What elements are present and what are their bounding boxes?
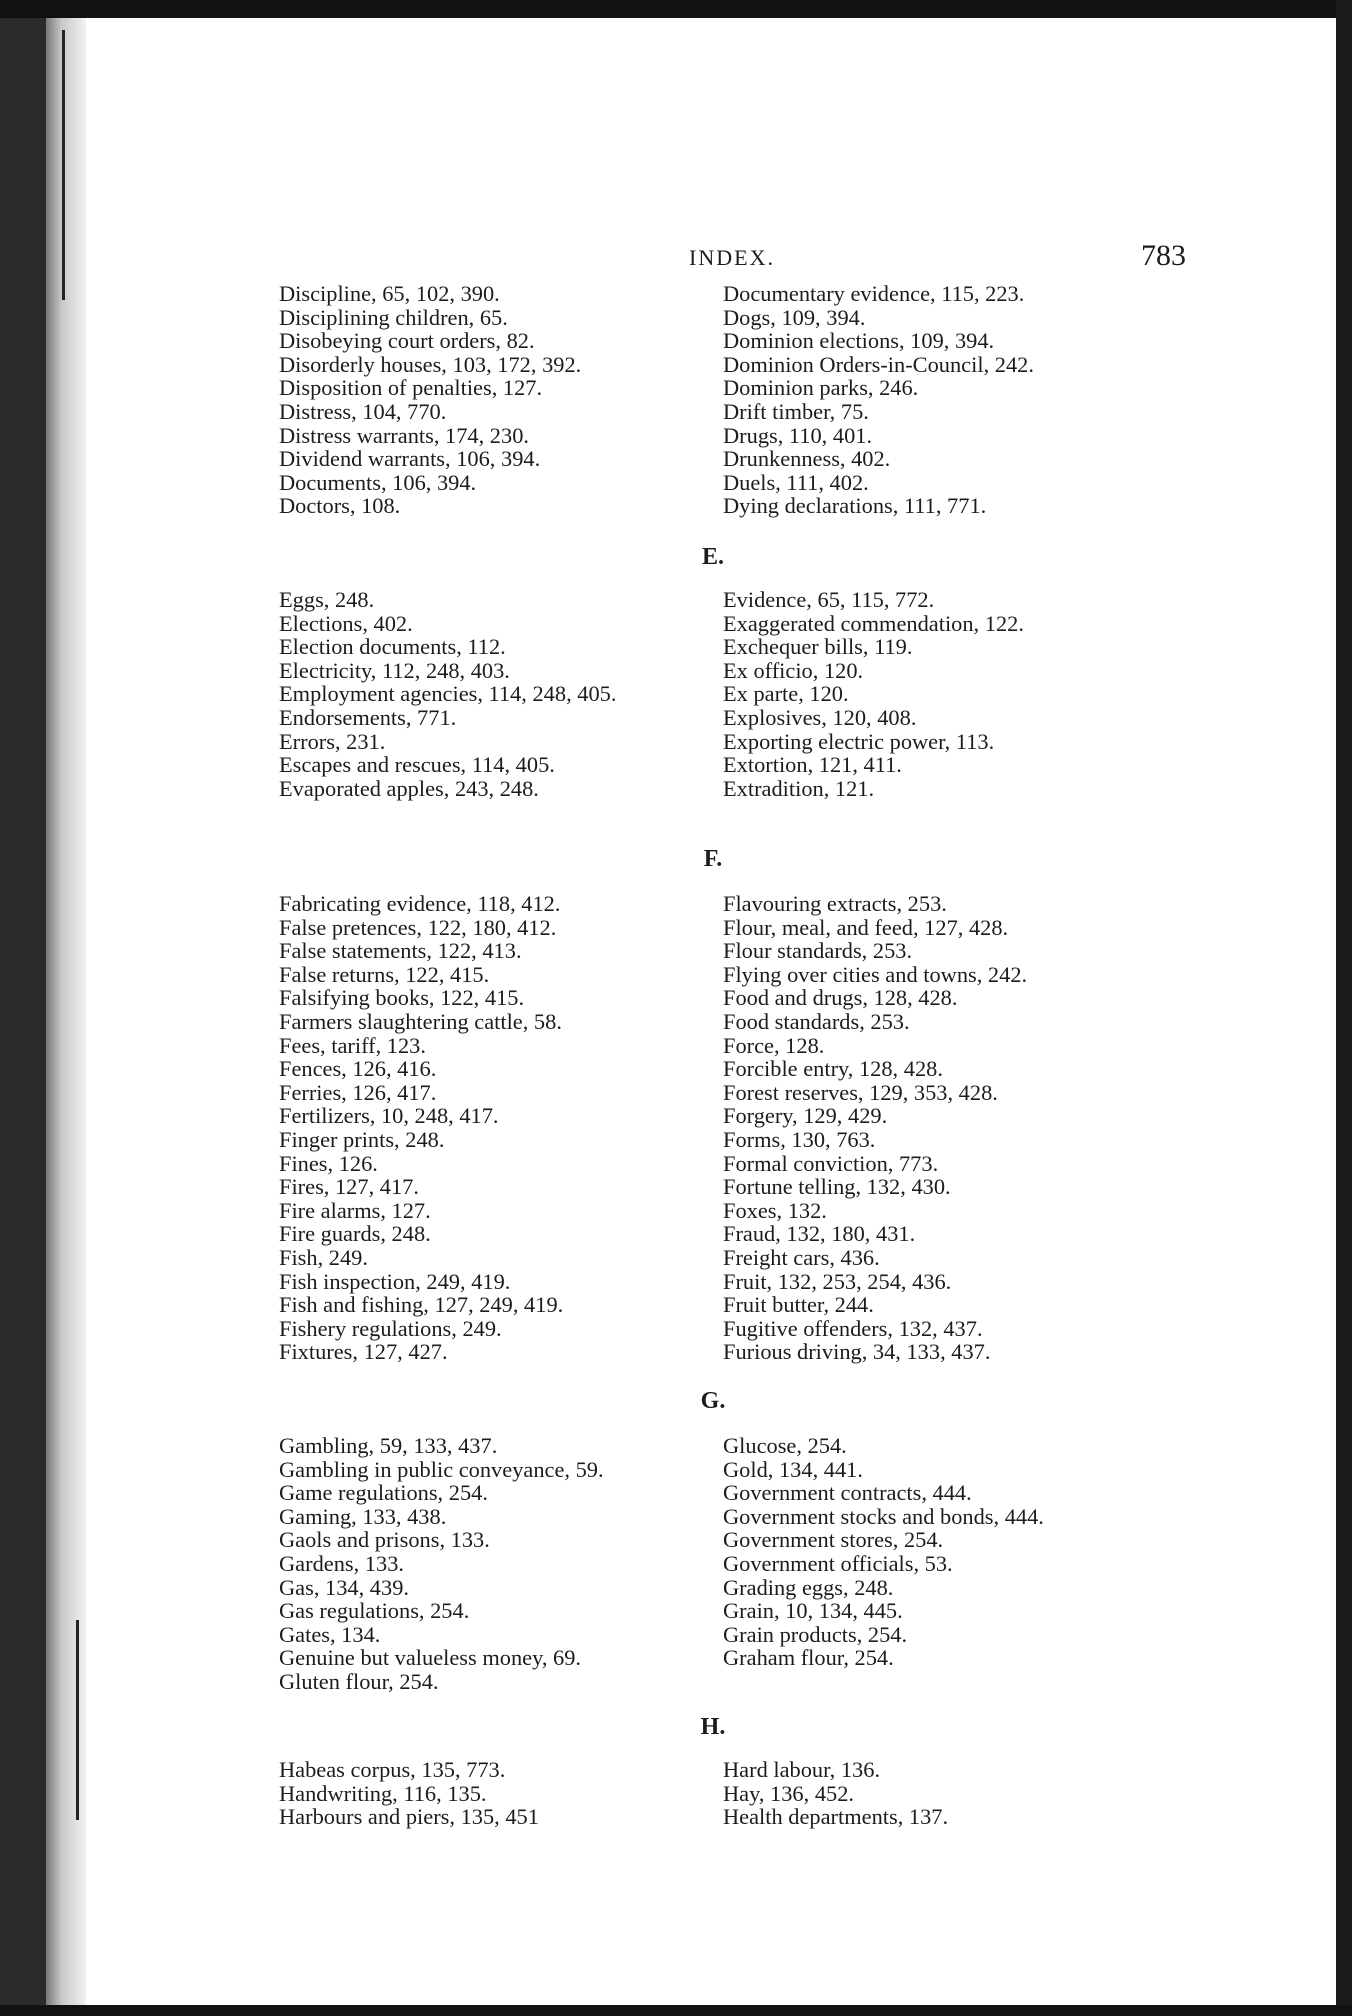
index-entry: Doctors, 108. — [279, 493, 401, 519]
index-entry: Fruit butter, 244. — [723, 1292, 874, 1318]
index-entry: Fences, 126, 416. — [279, 1056, 437, 1082]
index-entry: Harbours and piers, 135, 451 — [279, 1804, 539, 1830]
index-entry: Finger prints, 248. — [279, 1126, 445, 1152]
index-entry: Fugitive offenders, 132, 437. — [723, 1315, 983, 1341]
index-entry: Handwriting, 116, 135. — [279, 1780, 487, 1806]
index-entry: Government officials, 53. — [723, 1550, 953, 1576]
index-entry: Gates, 134. — [279, 1621, 381, 1647]
index-entry: Dogs, 109, 394. — [723, 304, 866, 330]
index-column-right — [723, 892, 1243, 1364]
index-entry: Fish, 249. — [279, 1244, 368, 1270]
index-entry: Drugs, 110, 401. — [723, 422, 873, 448]
scan-border-left — [0, 18, 46, 2005]
index-entry: Grain, 10, 134, 445. — [723, 1598, 903, 1624]
index-entry: Hard labour, 136. — [723, 1757, 881, 1782]
index-entry: Gaming, 133, 438. — [279, 1503, 447, 1529]
index-entry: Evidence, 65, 115, 772. — [723, 587, 935, 612]
index-column-left — [279, 282, 769, 518]
index-entry: Duels, 111, 402. — [723, 469, 869, 495]
index-entry: Fraud, 132, 180, 431. — [723, 1221, 916, 1247]
page-edge-shadow — [46, 18, 86, 2005]
index-entry: Dying declarations, 111, 771. — [723, 493, 987, 519]
index-entry: Fishery regulations, 249. — [279, 1315, 502, 1341]
index-entry: Falsifying books, 122, 415. — [279, 985, 525, 1011]
index-entry: Freight cars, 436. — [723, 1244, 880, 1270]
index-entry: Documents, 106, 394. — [279, 469, 477, 495]
index-entry: Grain products, 254. — [723, 1621, 908, 1647]
binding-edge-mark — [62, 30, 65, 300]
index-entry: Fires, 127, 417. — [279, 1174, 419, 1200]
index-entry: Gas, 134, 439. — [279, 1574, 409, 1600]
page-number: 783 — [1141, 239, 1186, 272]
index-entry: Ex officio, 120. — [723, 657, 864, 683]
index-entry: Gold, 134, 441. — [723, 1456, 863, 1482]
index-entry: Food and drugs, 128, 428. — [723, 985, 958, 1011]
index-entry: Exaggerated commendation, 122. — [723, 610, 1024, 636]
index-entry: Fixtures, 127, 427. — [279, 1339, 448, 1365]
index-entry: Dominion elections, 109, 394. — [723, 328, 995, 354]
index-entry: Dominion Orders-in-Council, 242. — [723, 351, 1034, 377]
scan-border-right — [1336, 0, 1352, 2016]
index-entry: Game regulations, 254. — [279, 1480, 488, 1506]
index-entry: Ex parte, 120. — [723, 681, 849, 707]
index-entry: Extortion, 121, 411. — [723, 752, 902, 778]
index-column-right — [723, 1758, 1243, 1829]
index-entry: Eggs, 248. — [279, 587, 375, 612]
index-entry: Furious driving, 34, 133, 437. — [723, 1339, 991, 1365]
index-column-right — [723, 1434, 1243, 1670]
index-entry: Disciplining children, 65. — [279, 304, 508, 330]
index-entry: Government stores, 254. — [723, 1527, 944, 1553]
index-entry: Explosives, 120, 408. — [723, 704, 917, 730]
index-entry: Employment agencies, 114, 248, 405. — [279, 681, 617, 707]
index-entry: Dividend warrants, 106, 394. — [279, 446, 541, 472]
index-entry: Flavouring extracts, 253. — [723, 891, 947, 916]
index-entry: Flour, meal, and feed, 127, 428. — [723, 914, 1009, 940]
binding-edge-mark — [76, 1620, 79, 1820]
index-entry: Exchequer bills, 119. — [723, 634, 913, 660]
index-entry: Escapes and rescues, 114, 405. — [279, 752, 555, 778]
index-column-left — [279, 1758, 769, 1829]
index-entry: Grading eggs, 248. — [723, 1574, 894, 1600]
index-entry: Fines, 126. — [279, 1150, 378, 1176]
index-entry: Fish and fishing, 127, 249, 419. — [279, 1292, 564, 1318]
index-entry: Food standards, 253. — [723, 1008, 910, 1034]
index-entry: False pretences, 122, 180, 412. — [279, 914, 557, 940]
index-entry: Discipline, 65, 102, 390. — [279, 281, 500, 306]
index-column-left — [279, 1434, 769, 1694]
index-entry: Exporting electric power, 113. — [723, 728, 995, 754]
index-entry: Graham flour, 254. — [723, 1645, 894, 1671]
index-entry: Farmers slaughtering cattle, 58. — [279, 1008, 562, 1034]
index-entry: Foxes, 132. — [723, 1197, 827, 1223]
index-entry: Habeas corpus, 135, 773. — [279, 1757, 506, 1782]
index-entry: Fees, tariff, 123. — [279, 1032, 426, 1058]
index-entry: Forgery, 129, 429. — [723, 1103, 888, 1129]
index-entry: Disorderly houses, 103, 172, 392. — [279, 351, 582, 377]
index-entry: Endorsements, 771. — [279, 704, 457, 730]
index-entry: Formal conviction, 773. — [723, 1150, 939, 1176]
index-entry: Documentary evidence, 115, 223. — [723, 281, 1025, 306]
index-entry: Election documents, 112. — [279, 634, 506, 660]
page-header — [86, 239, 1336, 279]
index-entry: Force, 128. — [723, 1032, 825, 1058]
index-entry: Distress, 104, 770. — [279, 398, 447, 424]
index-entry: Fertilizers, 10, 248, 417. — [279, 1103, 499, 1129]
index-page — [86, 18, 1336, 2005]
index-entry: Fabricating evidence, 118, 412. — [279, 891, 561, 916]
index-entry: Gluten flour, 254. — [279, 1668, 439, 1694]
index-entry: Fish inspection, 249, 419. — [279, 1268, 511, 1294]
index-entry: Flour standards, 253. — [723, 938, 913, 964]
index-entry: Elections, 402. — [279, 610, 413, 636]
index-entry: Gaols and prisons, 133. — [279, 1527, 490, 1553]
index-entry: Fire guards, 248. — [279, 1221, 431, 1247]
index-entry: Fruit, 132, 253, 254, 436. — [723, 1268, 952, 1294]
section-heading: E. — [701, 544, 724, 570]
index-entry: Drunkenness, 402. — [723, 446, 891, 472]
index-entry: Forcible entry, 128, 428. — [723, 1056, 943, 1082]
index-entry: Genuine but valueless money, 69. — [279, 1645, 581, 1671]
index-entry: Flying over cities and towns, 242. — [723, 961, 1028, 987]
index-entry: Drift timber, 75. — [723, 398, 869, 424]
index-entry: Disobeying court orders, 82. — [279, 328, 535, 354]
index-entry: Extradition, 121. — [723, 775, 875, 801]
index-entry: Glucose, 254. — [723, 1433, 847, 1458]
index-entry: Forest reserves, 129, 353, 428. — [723, 1079, 998, 1105]
index-entry: Dominion parks, 246. — [723, 375, 919, 401]
index-entry: Government contracts, 444. — [723, 1480, 972, 1506]
index-entry: Distress warrants, 174, 230. — [279, 422, 529, 448]
index-entry: Gardens, 133. — [279, 1550, 404, 1576]
index-entry: Fortune telling, 132, 430. — [723, 1174, 951, 1200]
index-entry: Gambling, 59, 133, 437. — [279, 1433, 498, 1458]
section-heading: H. — [700, 1714, 726, 1740]
index-entry: Evaporated apples, 243, 248. — [279, 775, 539, 801]
index-column-right — [723, 282, 1243, 518]
index-entry: Electricity, 112, 248, 403. — [279, 657, 510, 683]
section-heading: G. — [700, 1388, 726, 1414]
index-entry: Government stocks and bonds, 444. — [723, 1503, 1044, 1529]
index-entry: Ferries, 126, 417. — [279, 1079, 437, 1105]
index-entry: Disposition of penalties, 127. — [279, 375, 543, 401]
index-column-left — [279, 588, 769, 800]
index-entry: Health departments, 137. — [723, 1804, 949, 1830]
index-entry: Forms, 130, 763. — [723, 1126, 876, 1152]
index-entry: Errors, 231. — [279, 728, 386, 754]
index-entry: Fire alarms, 127. — [279, 1197, 431, 1223]
scan-border-top — [0, 0, 1352, 18]
index-entry: Gas regulations, 254. — [279, 1598, 470, 1624]
index-entry: Hay, 136, 452. — [723, 1780, 855, 1806]
index-entry: False returns, 122, 415. — [279, 961, 490, 987]
scan-border-bottom — [0, 2005, 1352, 2016]
index-entry: Gambling in public conveyance, 59. — [279, 1456, 604, 1482]
running-title: INDEX. — [689, 245, 775, 270]
index-entry: False statements, 122, 413. — [279, 938, 522, 964]
index-column-right — [723, 588, 1243, 800]
section-heading: F. — [703, 846, 723, 872]
index-column-left — [279, 892, 769, 1364]
